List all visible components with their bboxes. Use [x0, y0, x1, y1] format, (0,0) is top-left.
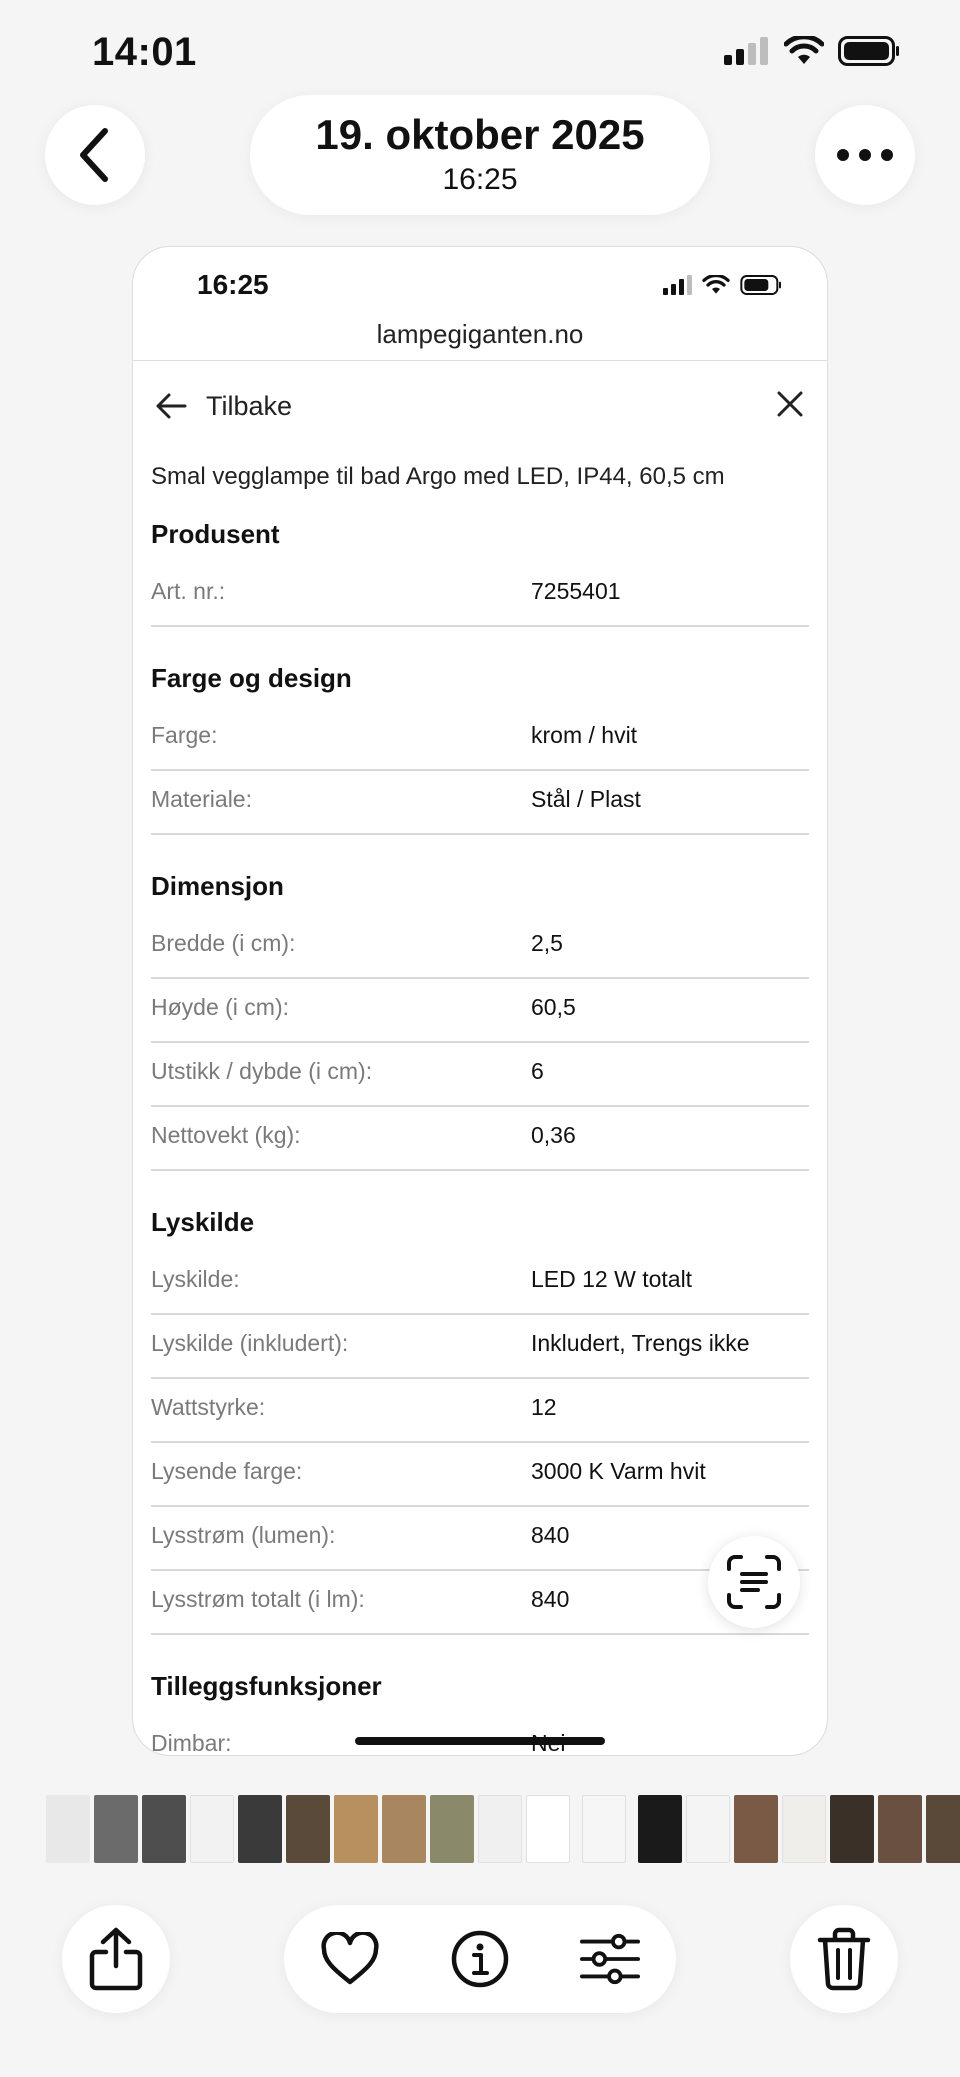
section-spacer: [151, 835, 809, 859]
share-button[interactable]: [62, 1905, 170, 2013]
thumbnail[interactable]: [430, 1795, 474, 1863]
inner-url: lampegiganten.no: [376, 319, 584, 349]
spec-label: Utstikk / dybde (i cm):: [151, 1058, 373, 1084]
thumbnail[interactable]: [686, 1795, 730, 1863]
cellular-signal-icon: [724, 37, 770, 65]
spec-row: [151, 1251, 809, 1315]
inner-home-indicator: [355, 1737, 605, 1745]
spec-row: [151, 1507, 809, 1571]
spec-label: Lysende farge:: [151, 1458, 303, 1484]
thumbnail[interactable]: [582, 1795, 626, 1863]
inner-nav-row: [151, 377, 809, 437]
spec-label: Lysstrøm (lumen):: [151, 1522, 336, 1548]
trash-icon: [816, 1926, 872, 1992]
spec-label: Art. nr.:: [151, 578, 226, 604]
photo-time: 16:25: [442, 163, 518, 196]
spec-label: Farge:: [151, 722, 218, 748]
spec-section-title: Farge og design: [151, 663, 352, 693]
spec-value: 2,5: [531, 930, 563, 956]
spec-section-title: Lyskilde: [151, 1207, 255, 1237]
spec-row: [151, 1107, 809, 1171]
cellular-signal-icon: [663, 275, 693, 295]
thumbnail-strip[interactable]: [0, 1795, 960, 1863]
inner-status-time: 16:25: [197, 269, 269, 300]
thumbnail[interactable]: [478, 1795, 522, 1863]
thumbnail[interactable]: [638, 1795, 682, 1863]
wifi-icon: [702, 275, 730, 295]
spec-row: [151, 915, 809, 979]
spec-label: Nettovekt (kg):: [151, 1122, 301, 1148]
photo-date: 19. oktober 2025: [315, 111, 645, 158]
live-text-icon: [725, 1553, 783, 1611]
date-pill: [250, 95, 710, 215]
inner-status-bar: [133, 247, 827, 317]
spec-row: [151, 1443, 809, 1507]
spec-section-title: Tilleggsfunksjoner: [151, 1671, 382, 1701]
photo-viewer[interactable]: [132, 246, 828, 1756]
spec-row: [151, 979, 809, 1043]
spec-row: [151, 707, 809, 771]
section-spacer: [151, 627, 809, 651]
chevron-left-icon: [75, 127, 115, 183]
spec-label: Høyde (i cm):: [151, 994, 289, 1020]
spec-label: Wattstyrke:: [151, 1394, 266, 1420]
back-button[interactable]: [45, 105, 145, 205]
more-button[interactable]: [815, 105, 915, 205]
heart-icon: [320, 1932, 380, 1986]
spec-row: [151, 1379, 809, 1443]
info-icon: [450, 1929, 510, 1989]
thumbnail[interactable]: [334, 1795, 378, 1863]
inner-status-icons: [663, 275, 783, 295]
spec-value: 840: [531, 1522, 570, 1548]
arrow-left-icon: [155, 391, 187, 421]
thumbnail[interactable]: [94, 1795, 138, 1863]
sliders-icon: [580, 1933, 640, 1985]
thumbnail[interactable]: [926, 1795, 960, 1863]
thumbnail[interactable]: [526, 1795, 570, 1863]
thumbnail[interactable]: [46, 1795, 90, 1863]
action-pill: [284, 1905, 676, 2013]
spec-label: Bredde (i cm):: [151, 930, 296, 956]
section-spacer: [151, 1635, 809, 1659]
ellipsis-icon: [835, 147, 895, 163]
spec-value: 60,5: [531, 994, 576, 1020]
status-time: 14:01: [92, 30, 197, 74]
spec-value: Stål / Plast: [531, 786, 641, 812]
spec-label: Lyskilde (inkludert):: [151, 1330, 349, 1356]
spec-row: [151, 563, 809, 627]
spec-value: krom / hvit: [531, 722, 638, 748]
spec-value: 0,36: [531, 1122, 576, 1148]
thumbnail[interactable]: [878, 1795, 922, 1863]
battery-icon: [739, 275, 783, 295]
product-title: Smal vegglampe til bad Argo med LED, IP44, 60,5 cm: [151, 463, 725, 490]
spec-section-title: Dimensjon: [151, 871, 284, 901]
spec-label: Lyskilde:: [151, 1266, 240, 1292]
spec-value: LED 12 W totalt: [531, 1266, 693, 1292]
spec-label: Dimbar:: [151, 1730, 232, 1756]
spec-section-title: Produsent: [151, 519, 280, 549]
spec-value: 3000 K Varm hvit: [531, 1458, 706, 1484]
inner-divider: [133, 360, 827, 361]
spec-row: [151, 1315, 809, 1379]
thumbnail[interactable]: [382, 1795, 426, 1863]
thumbnail[interactable]: [142, 1795, 186, 1863]
spec-row: [151, 1043, 809, 1107]
thumbnail[interactable]: [734, 1795, 778, 1863]
section-spacer: [151, 1171, 809, 1195]
thumbnail[interactable]: [830, 1795, 874, 1863]
spec-value: 7255401: [531, 578, 621, 604]
adjust-button[interactable]: [580, 1929, 640, 1989]
spec-row: [151, 771, 809, 835]
favorite-button[interactable]: [320, 1929, 380, 1989]
thumbnail[interactable]: [286, 1795, 330, 1863]
live-text-button[interactable]: [708, 1536, 800, 1628]
spec-row: [151, 1715, 809, 1756]
close-icon: [775, 389, 805, 419]
share-icon: [86, 1926, 146, 1992]
spec-value: Inkludert, Trengs ikke: [531, 1330, 750, 1356]
battery-icon: [838, 36, 900, 66]
status-icons: [724, 36, 900, 66]
inner-back-label: Tilbake: [206, 391, 293, 421]
wifi-icon: [784, 36, 824, 66]
thumbnail[interactable]: [238, 1795, 282, 1863]
spec-value: 6: [531, 1058, 544, 1084]
thumbnail[interactable]: [782, 1795, 826, 1863]
thumbnail[interactable]: [190, 1795, 234, 1863]
spec-label: Materiale:: [151, 786, 252, 812]
status-bar: [0, 0, 960, 110]
info-button[interactable]: [450, 1929, 510, 1989]
delete-button[interactable]: [790, 1905, 898, 2013]
spec-value: 840: [531, 1586, 570, 1612]
spec-value: 12: [531, 1394, 557, 1420]
spec-label: Lysstrøm totalt (i lm):: [151, 1586, 365, 1612]
